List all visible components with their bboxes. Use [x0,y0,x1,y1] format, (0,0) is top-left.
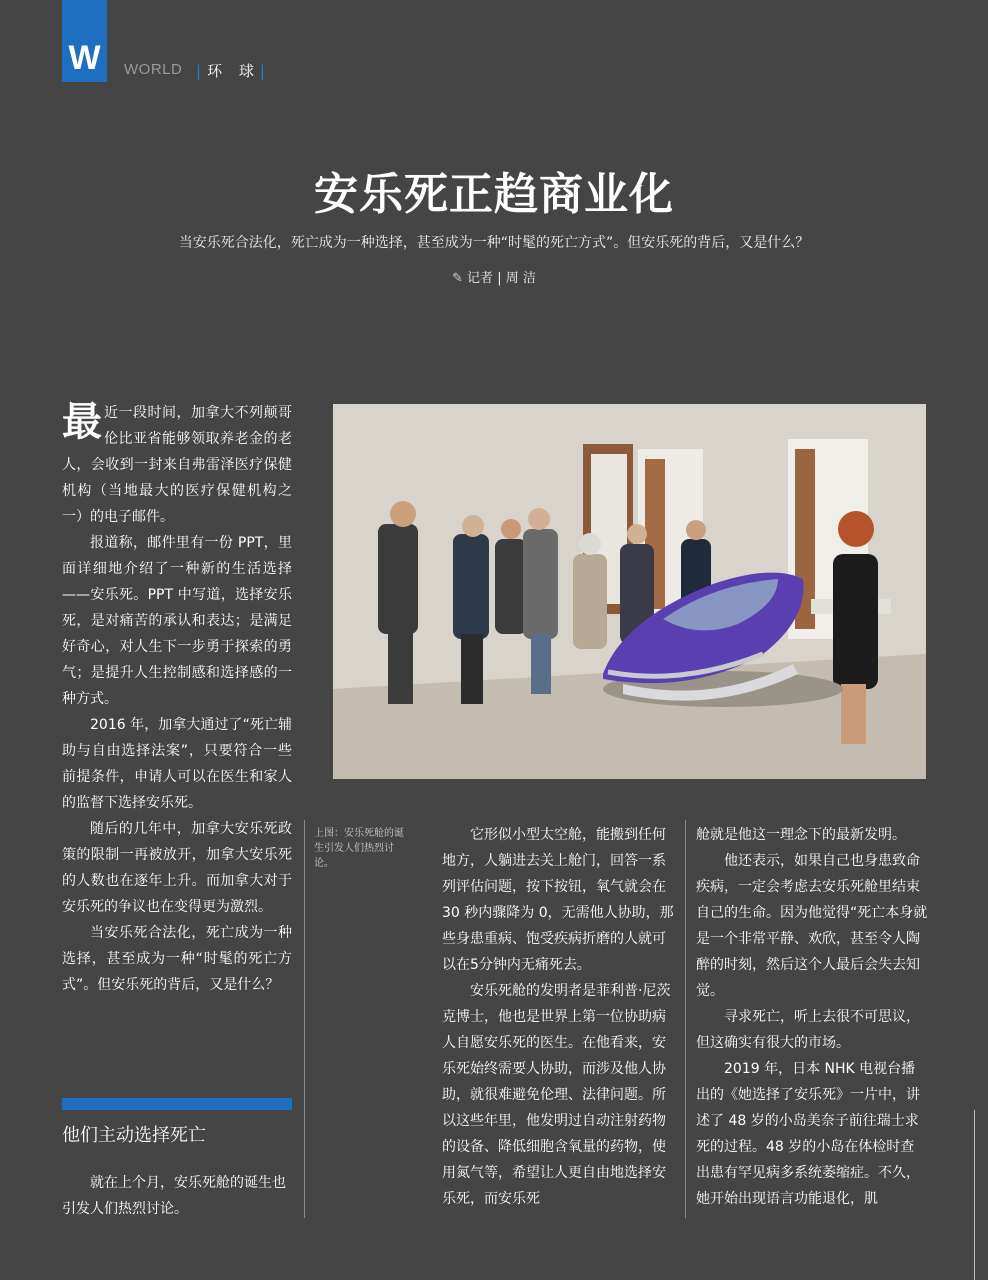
paragraph: 报道称，邮件里有一份 PPT，里面详细地介绍了一种新的生活选择——安乐死。PPT 中写道，选择安乐死，是对痛苦的承认和表达；是满足好奇心，对人生下一步勇于探索的勇气；是提升人生控制感和选择感的一种方式。 [62,535,292,707]
badge-letter: W [68,39,101,77]
paragraph: 当安乐死合法化，死亡成为一种选择，甚至成为一种“时髦的死亡方式”。但安乐死的背后，又是什么？ [62,925,292,993]
subhead-bar [62,1098,292,1110]
column-1-continued [62,1170,292,1222]
section-badge [62,0,107,82]
section-label-cn: |环 球| [196,62,271,80]
section-label-en: WORLD [124,61,183,78]
paragraph: 安乐死舱的发明者是菲利普·尼茨克博士，他也是世界上第一位协助病人自愿安乐死的医生。在他看来，安乐死始终需要人协助，而涉及他人协助，就很难避免伦理、法律问题。所以这些年里，他发明过自动注射药物的设备、降低细胞含氧量的药物，使用氮气等，希望让人更自由地选择安乐死，而安乐死 [442,983,671,1207]
drop-cap: 最 [62,399,102,445]
column-1 [62,400,292,998]
article-photo [333,404,926,779]
article-title: 安乐死正趋商业化 [314,169,674,220]
subhead: 他们主动选择死亡 [62,1125,206,1146]
paragraph: 2016 年，加拿大通过了“死亡辅助与自由选择法案”，只要符合一些前提条件，申请人可以在医生和家人的监督下选择安乐死。 [62,717,292,811]
section-label-cn-text: 环 球 [207,62,260,80]
column-3 [696,822,928,1212]
paragraph: 他还表示，如果自己也身患致命疾病，一定会考虑去安乐死舱里结束自己的生命。因为他觉得“死亡本身就是一个非常平静、欢欣，甚至令人陶醉的时刻，然后这个人最后会失去知觉。 [696,853,928,999]
paragraph-text: 近一段时间，加拿大不列颠哥伦比亚省能够领取养老金的老人，会收到一封来自弗雷泽医疗保健机构（当地最大的医疗保健机构之一）的电子邮件。 [62,405,292,525]
byline-name: 周 洁 [505,271,536,286]
pen-icon: ✎ [452,271,464,286]
paragraph: 就在上个月，安乐死舱的诞生也引发人们热烈讨论。 [62,1175,286,1217]
paragraph: 它形似小型太空舱，能搬到任何地方，人躺进去关上舱门，回答一系列评估问题，按下按钮，氧气就会在 30 秒内骤降为 0，无需他人协助，那些身患重病、饱受疾病折磨的人就可以在5分钟内无痛死去。 [442,827,674,973]
column-divider [685,820,686,1218]
page-edge-line [974,1110,975,1280]
paragraph: 寻求死亡，听上去很不可思议，但这确实有很大的市场。 [696,1009,920,1051]
paragraph: 2019 年，日本 NHK 电视台播出的《她选择了安乐死》一片中，讲述了 48 岁的小岛美奈子前往瑞士求死的过程。48 岁的小岛在体检时查出患有罕见病多系统萎缩症。不久，她开始出现语言功能退化，肌 [696,1061,920,1207]
column-divider [304,820,305,1218]
photo-illustration [333,404,926,779]
photo-caption: 上图：安乐死舱的诞生引发人们热烈讨论。 [314,828,404,869]
byline-role: 记者 [467,271,494,286]
byline: ✎ 记者 | 周 洁 [452,271,536,286]
column-2 [442,822,674,1212]
paragraph [62,400,292,530]
paragraph: 随后的几年中，加拿大安乐死政策的限制一再被放开，加拿大安乐死的人数也在逐年上升。而加拿大对于安乐死的争议也在变得更为激烈。 [62,821,292,915]
paragraph: 舱就是他这一理念下的最新发明。 [696,827,906,843]
article-deck: 当安乐死合法化，死亡成为一种选择，甚至成为一种“时髦的死亡方式”。但安乐死的背后，又是什么？ [178,235,810,251]
